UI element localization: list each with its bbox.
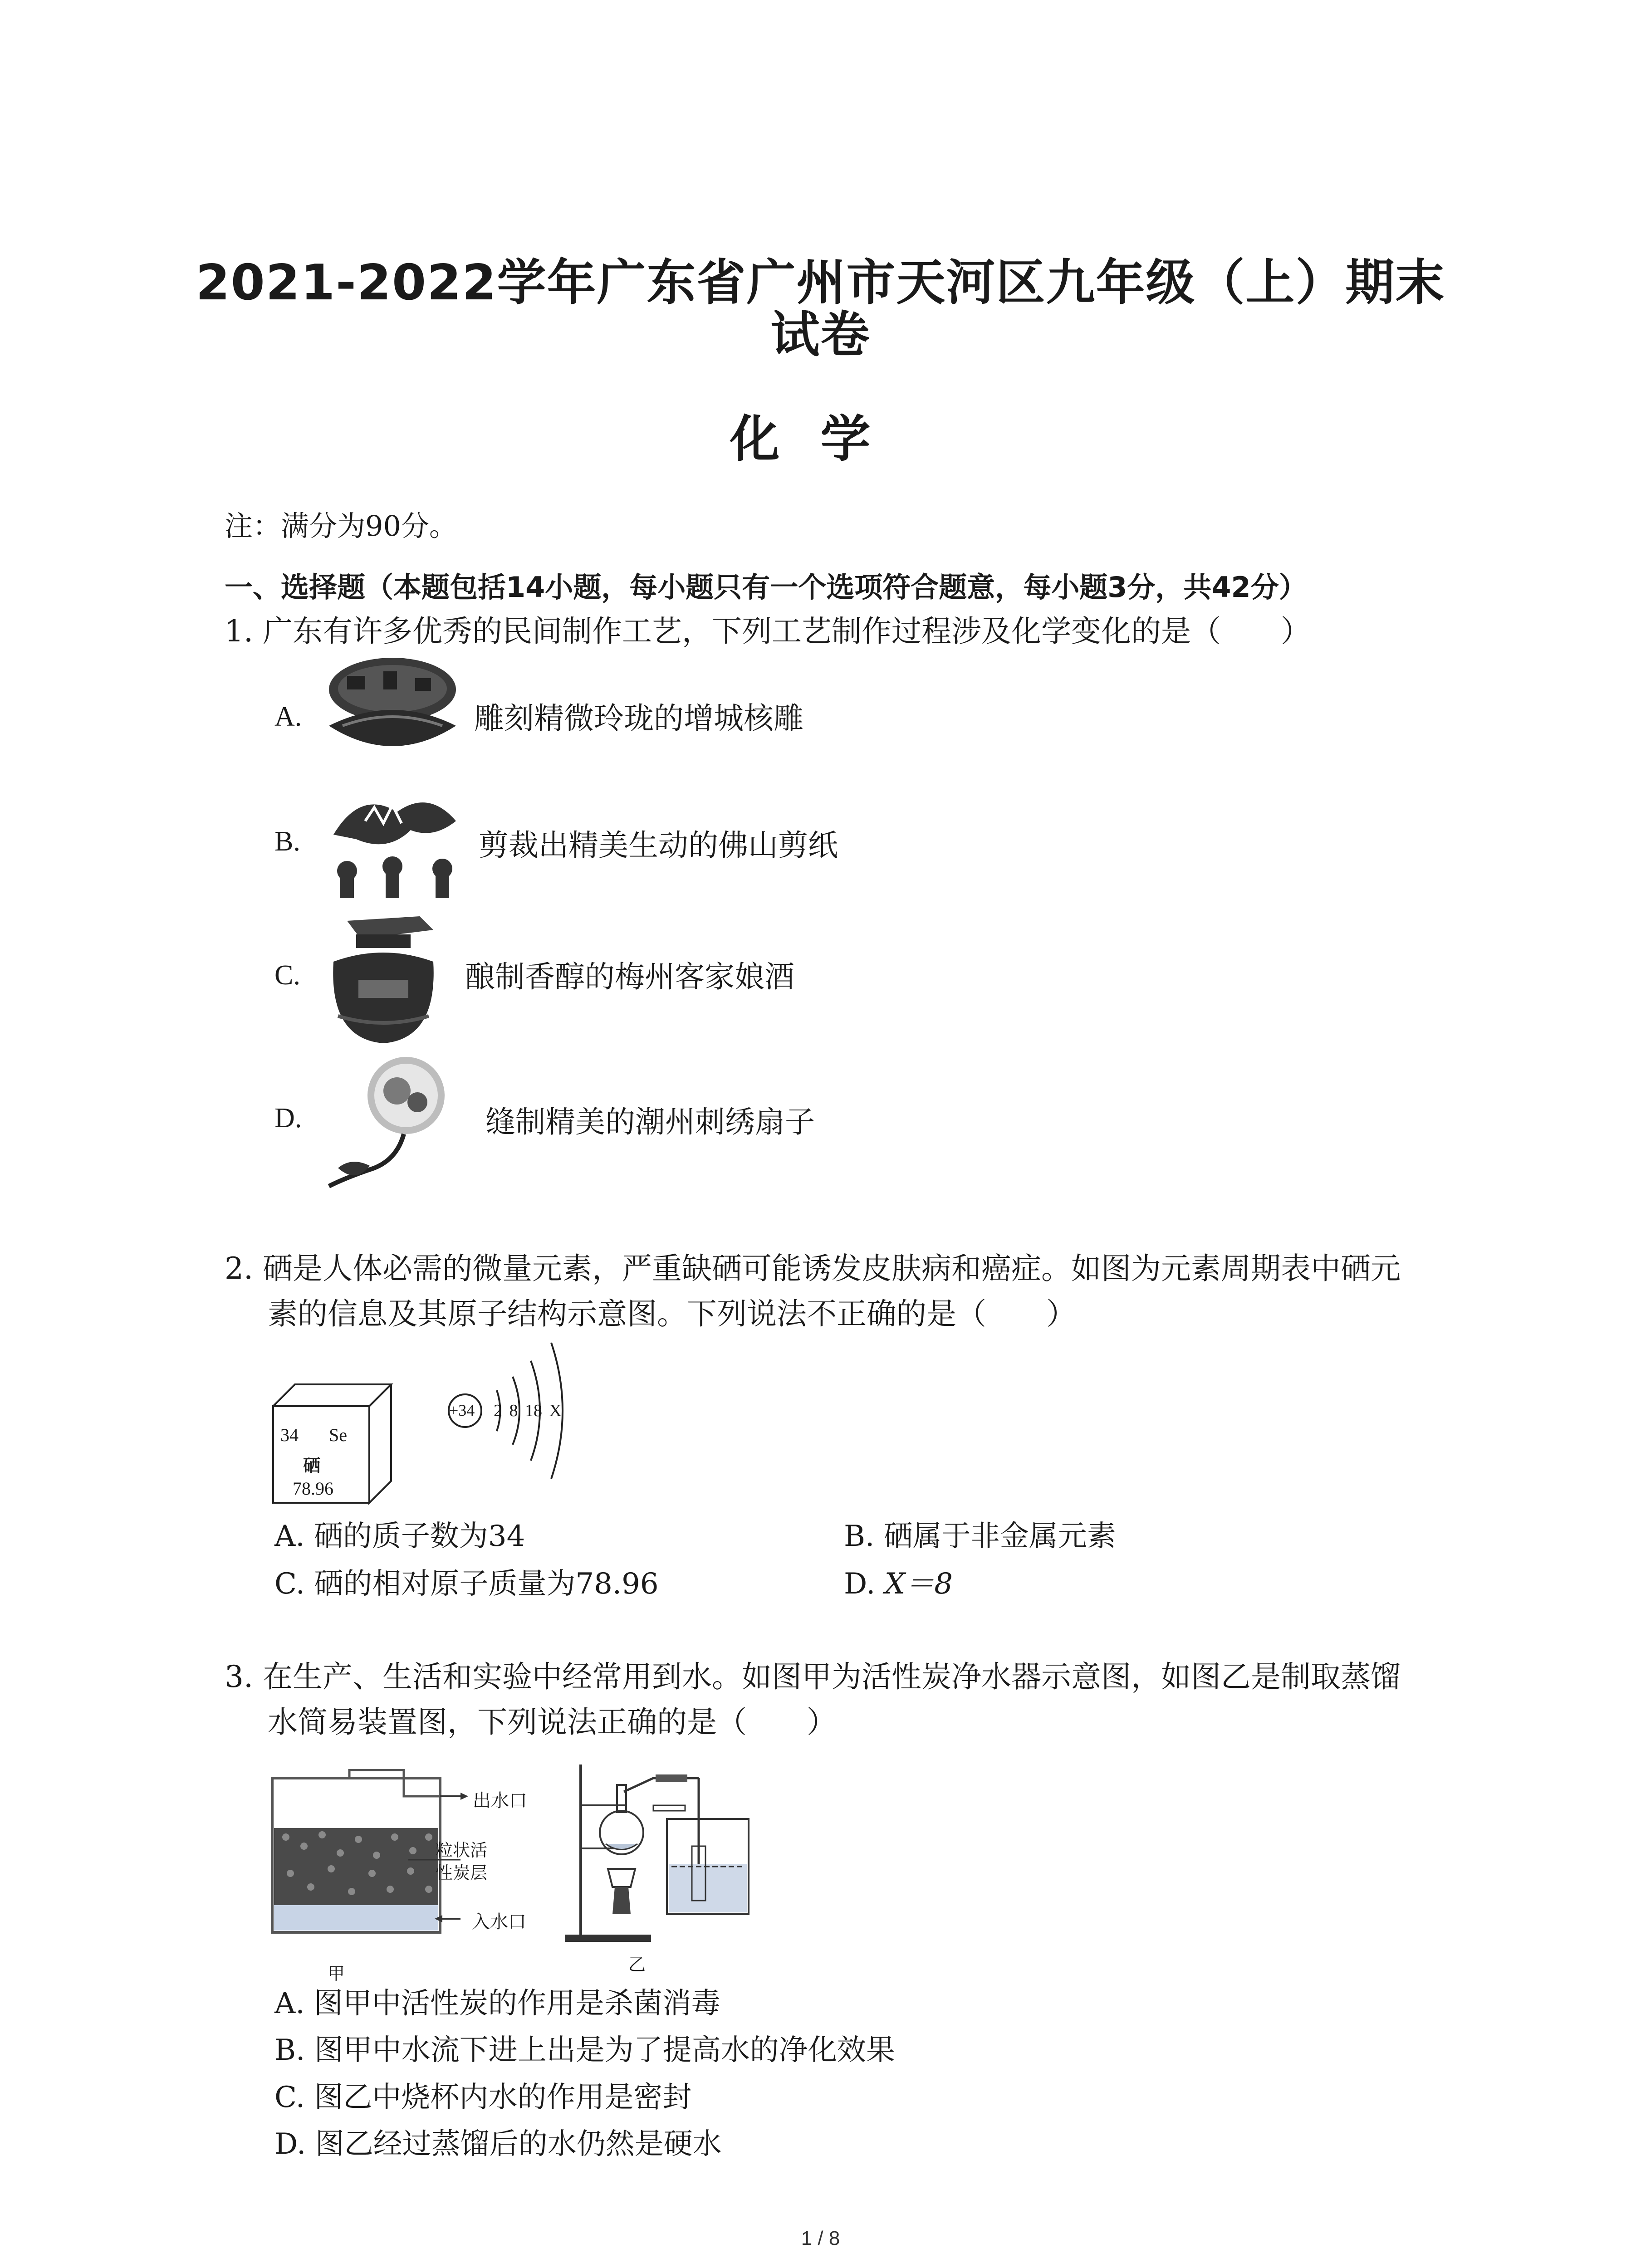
question-2-stem-line1: 2. 硒是人体必需的微量元素，严重缺硒可能诱发皮肤病和癌症。如图为元素周期表中硒元 <box>225 1251 1401 1286</box>
q3-option-c-letter: C. <box>274 2081 305 2114</box>
walnut-carving-image <box>320 653 465 773</box>
q3-option-d-letter: D. <box>274 2127 306 2161</box>
q3-option-a-letter: A. <box>274 1987 305 2020</box>
atomic-number: 34 <box>280 1425 299 1445</box>
q2-option-a-letter: A. <box>274 1520 305 1553</box>
q1-option-c-text: 酿制香醇的梅州客家娘酒 <box>465 959 794 994</box>
outlet-label: 出水口 <box>473 1790 527 1811</box>
q2-option-c-text: 硒的相对原子质量为78.96 <box>314 1567 659 1601</box>
embroidered-fan-image <box>320 1055 488 1191</box>
q2-option-d-letter: D. <box>844 1567 876 1601</box>
figure-jia-label: 甲 <box>328 1964 345 1984</box>
q2-option-a <box>274 1513 525 1554</box>
page-title-line2: 试卷 <box>770 307 871 363</box>
q2-option-b-letter: B. <box>844 1520 875 1553</box>
question-1-stem: 1. 广东有许多优秀的民间制作工艺，下列工艺制作过程涉及化学变化的是（ ） <box>225 614 1311 649</box>
q3-option-d-text: 图乙经过蒸馏后的水仍然是硬水 <box>315 2127 722 2161</box>
q3-option-b <box>274 2027 895 2068</box>
q3-option-b-text: 图甲中水流下进上出是为了提高水的净化效果 <box>314 2033 895 2067</box>
figure-yi-label: 乙 <box>628 1955 646 1975</box>
question-3-stem-line1: 3. 在生产、生活和实验中经常用到水。如图甲为活性炭净水器示意图，如图乙是制取蒸馏 <box>225 1659 1401 1694</box>
q1-option-a-text: 雕刻精微玲珑的增城核雕 <box>474 701 803 736</box>
atomic-mass: 78.96 <box>293 1478 333 1499</box>
q1-option-b-text: 剪裁出精美生动的佛山剪纸 <box>479 828 838 863</box>
score-note: 注：满分为90分。 <box>225 509 457 543</box>
q1-option-a-letter: A. <box>274 701 302 732</box>
electron-shells: 2 8 18 X <box>494 1401 562 1420</box>
wine-jar-image <box>320 912 447 1048</box>
q1-option-b-letter: B. <box>274 826 300 857</box>
element-symbol: Se <box>329 1425 347 1445</box>
q2-option-c-letter: C. <box>274 1567 305 1601</box>
q1-option-d-text: 缝制精美的潮州刺绣扇子 <box>485 1105 815 1139</box>
q2-option-b-text: 硒属于非金属元素 <box>883 1520 1116 1553</box>
q2-option-b <box>844 1513 1116 1554</box>
q2-option-d <box>844 1560 953 1602</box>
inlet-label: 入水口 <box>472 1911 526 1932</box>
nucleus-charge: +34 <box>449 1401 475 1419</box>
page-title: 2021-2022学年广东省广州市天河区九年级（上）期末 <box>196 254 1445 311</box>
q2-option-a-text: 硒的质子数为34 <box>314 1520 525 1553</box>
q3-option-a <box>274 1980 720 2022</box>
q1-option-c-letter: C. <box>274 960 300 991</box>
question-3-stem-line2: 水简易装置图，下列说法正确的是（ ） <box>268 1705 837 1740</box>
q2-option-d-text: X＝8 <box>884 1567 953 1601</box>
question-2-stem-line2: 素的信息及其原子结构示意图。下列说法不正确的是（ ） <box>268 1296 1076 1331</box>
element-name: 硒 <box>303 1456 321 1476</box>
carbon-layer-label-2: 性炭层 <box>436 1863 488 1883</box>
paper-cutting-image <box>320 780 470 903</box>
carbon-layer-label-1: 粒状活 <box>436 1840 488 1860</box>
q3-option-c <box>274 2074 691 2116</box>
q3-option-b-letter: B. <box>274 2033 305 2067</box>
q3-option-c-text: 图乙中烧杯内水的作用是密封 <box>314 2081 692 2114</box>
q1-option-d-letter: D. <box>274 1103 302 1134</box>
subject-title: 化学 <box>730 410 911 468</box>
q3-option-d <box>274 2121 722 2162</box>
distillation-apparatus-diagram <box>563 1751 798 1950</box>
q3-option-a-text: 图甲中活性炭的作用是杀菌消毒 <box>314 1987 720 2020</box>
page-number: 1 / 8 <box>801 2227 840 2249</box>
section-heading: 一、选择题（本题包括14小题，每小题只有一个选项符合题意，每小题3分，共42分） <box>225 571 1307 604</box>
q2-option-c <box>274 1560 659 1602</box>
